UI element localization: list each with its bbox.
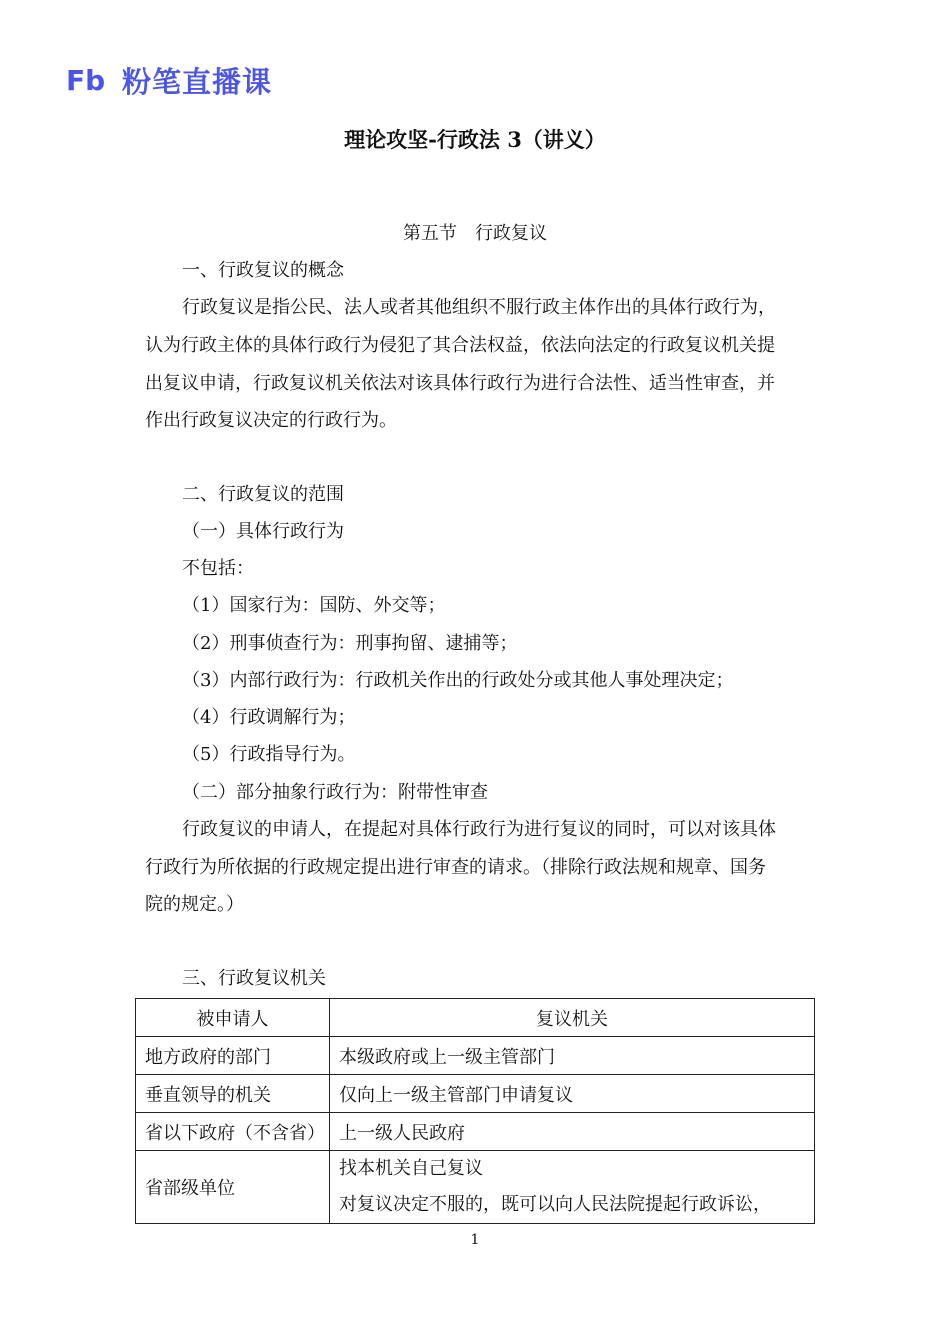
fb-logo-icon (66, 64, 116, 96)
table-cell: 省部级单位 (136, 1151, 330, 1224)
table-cell-line: 对复议决定不服的，既可以向人民法院提起行政诉讼， (339, 1194, 771, 1215)
document-title: 理论攻坚-行政法 3（讲义） (344, 127, 606, 152)
table-cell: 垂直领导的机关 (136, 1075, 330, 1113)
exclude-item: （5）行政指导行为。 (182, 744, 356, 765)
exclude-item: （1）国家行为：国防、外交等； (182, 595, 446, 616)
table-row (136, 1037, 815, 1075)
table-header-cell: 复议机关 (330, 999, 815, 1037)
review-authority-table (135, 998, 815, 1224)
table-cell: 上一级人民政府 (330, 1113, 815, 1151)
part3-heading: 三、行政复议机关 (182, 968, 326, 989)
part1-paragraph-line: 作出行政复议决定的行政行为。 (145, 410, 397, 431)
part2-sub1: （一）具体行政行为 (182, 521, 344, 542)
table-cell (330, 1151, 815, 1224)
exclude-label: 不包括： (182, 558, 254, 579)
exclude-item: （3）内部行政行为：行政机关作出的行政处分或其他人事处理决定； (182, 670, 734, 691)
table-cell-line: 找本机关自己复议 (339, 1158, 483, 1179)
table-row (136, 1075, 815, 1113)
table-cell: 省以下政府（不含省） (136, 1113, 330, 1151)
part2-paragraph-line: 行政复议的申请人，在提起对具体行政行为进行复议的同时，可以对该具体 (182, 819, 776, 840)
part1-paragraph-line: 行政复议是指公民、法人或者其他组织不服行政主体作出的具体行政行为， (182, 297, 776, 318)
part1-heading: 一、行政复议的概念 (182, 260, 344, 281)
part2-paragraph-line: 院的规定。） (145, 894, 244, 915)
brand-name: 粉笔直播课 (122, 64, 273, 99)
exclude-item: （4）行政调解行为； (182, 707, 356, 728)
part1-paragraph-line: 认为行政主体的具体行政行为侵犯了其合法权益，依法向法定的行政复议机关提 (145, 335, 775, 356)
table-cell: 地方政府的部门 (136, 1037, 330, 1075)
table-cell: 仅向上一级主管部门申请复议 (330, 1075, 815, 1113)
part2-paragraph-line: 行政行为所依据的行政规定提出进行审查的请求。（排除行政法规和规章、国务 (145, 857, 766, 878)
svg-text:Fb: Fb (66, 64, 106, 96)
table-row (136, 1113, 815, 1151)
part2-heading: 二、行政复议的范围 (182, 484, 344, 505)
exclude-item: （2）刑事侦查行为：刑事拘留、逮捕等； (182, 633, 518, 654)
table-header-row (136, 999, 815, 1037)
section-heading: 第五节 行政复议 (403, 223, 547, 244)
page-number: 1 (470, 1232, 480, 1248)
part1-paragraph-line: 出复议申请，行政复议机关依法对该具体行政行为进行合法性、适当性审查，并 (145, 373, 775, 394)
table-header-cell: 被申请人 (136, 999, 330, 1037)
table-row (136, 1151, 815, 1224)
brand-logo (66, 60, 272, 100)
part2-sub2: （二）部分抽象行政行为：附带性审查 (182, 782, 488, 803)
table-cell: 本级政府或上一级主管部门 (330, 1037, 815, 1075)
